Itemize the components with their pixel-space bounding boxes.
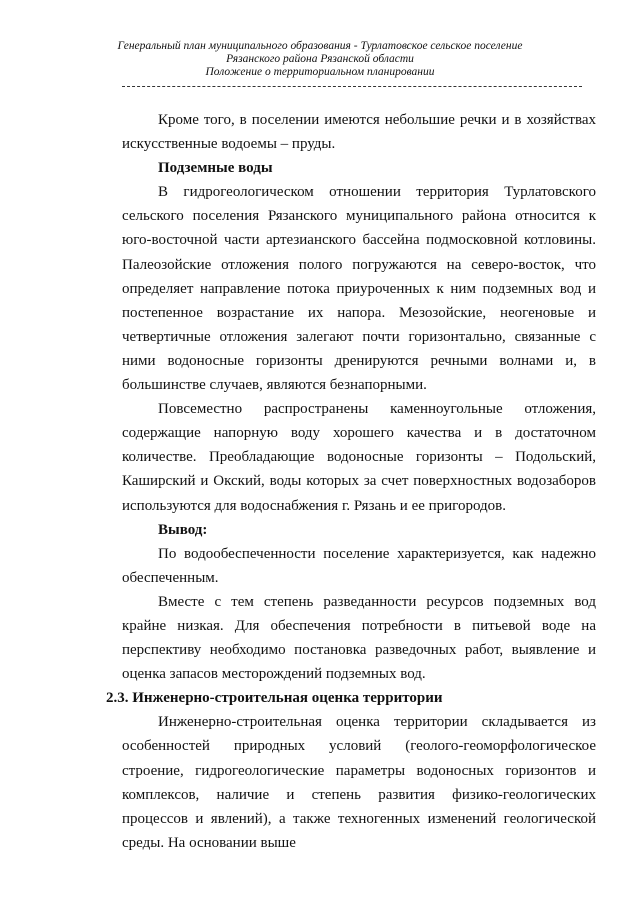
heading-groundwater: Подземные воды [158, 160, 273, 177]
paragraph-engineering-assessment: Инженерно-строительная оценка территории складывается из особенностей природных условий (геолого-геоморфологическое строение, гидрогеологические параметры водоносных горизонтов и комплексов, наличие и степень развития физико-геологических процессов и явлений), а также техногенных изменений геологической среды. На основании выше [122, 714, 596, 851]
header-line-3: Положение о территориальном планировании [205, 66, 435, 78]
header-line-1: Генеральный план муниципального образования - Турлатовское сельское поселение [117, 40, 523, 52]
paragraph-exploration: Вместе с тем степень разведанности ресурсов подземных вод крайне низкая. Для обеспечения потребности в питьевой воде на перспективу необходимо постановка разведочных работ, выявление и оценка запасов месторождений подземных вод. [122, 593, 596, 683]
paragraph-carboniferous: Повсеместно распространены каменноугольные отложения, содержащие напорную воду хорошего качества и в достаточном количестве. Преобладающие водоносные горизонты – Подольский, Каширский и Окский, воды которых за счет поверхностных водозаборов используются для водоснабжения г. Рязань и ее пригородов. [122, 401, 596, 514]
paragraph-intro: Кроме того, в поселении имеются небольшие речки и в хозяйствах искусственные водоемы – пруды. [122, 112, 596, 153]
paragraph-water-supply: По водообеспеченности поселение характеризуется, как надежно обеспеченным. [122, 545, 596, 586]
paragraph-hydrogeology: В гидрогеологическом отношении территория Турлатовского сельского поселения Рязанского муниципального района относится к юго-восточной части артезианского бассейна подмосковной котловины. Палеозойские отложения полого погружаются на северо-восток, что определяет направление потока приуроченных к ним подземных вод и постепенное возрастание их напора. Мезозойские, неогеновые и четвертичные отложения залегают почти горизонтально, связанные с ними водоносные горизонты дренируются речными волнами и, в большинстве случаев, являются безнапорными. [122, 184, 596, 394]
header-divider [122, 86, 582, 87]
heading-conclusion: Вывод: [158, 521, 208, 538]
header-line-2: Рязанского района Рязанской области [226, 53, 414, 65]
section-heading-2-3: 2.3. Инженерно-строительная оценка территории [106, 690, 443, 707]
document-body [106, 108, 596, 855]
running-header [60, 40, 580, 79]
